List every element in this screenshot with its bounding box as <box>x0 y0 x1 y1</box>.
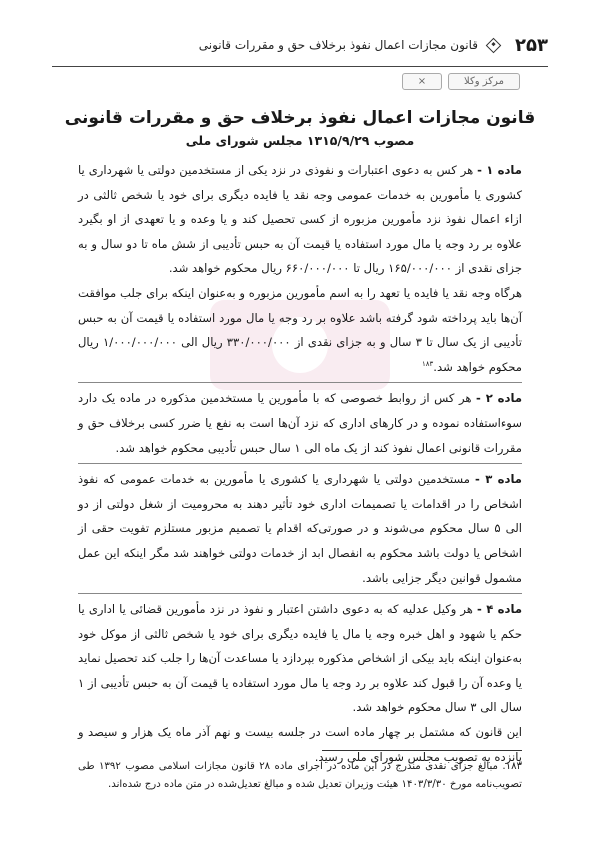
close-button[interactable]: × <box>402 73 442 90</box>
document-title: قانون مجازات اعمال نفوذ برخلاف حق و مقررات قانونی <box>64 108 536 128</box>
article-text: هر کس از روابط خصوصی که با مأمورین یا مستخدمین مذکوره در ماده یک دارد سوءاستفاده نموده و در کارهای اداری که نزد آن‌ها است به نفع یا ضرر کسی برخلاف حق و مقررات قانونی اعمال نفوذ کند از یک ماه الی ۱ سال حبس تأدیبی محکوم خواهد شد. <box>78 391 522 455</box>
diamond-ornament-icon <box>486 37 502 53</box>
article-1-paragraph-2 <box>78 281 522 379</box>
running-header <box>52 30 548 67</box>
divider <box>78 382 522 383</box>
article-label: ماده ۳ - <box>474 472 522 487</box>
article-text: هر وکیل عدلیه که به دعوی داشتن اعتبار و نفوذ در نزد مأمورین قضائی یا اداری یا حکم یا شهود و اهل خبره وجه یا مال یا فایده دیگری برای خود یا شخص ثالثی از موکل خود به‌عنوان اینکه باید بیکی از اشخاص مذکوره بپردازد یا مساعدت آن‌ها را جلب کند تحصیل نماید یا وعده آن را قبول کند علاوه بر رد وجه یا مال مورد استفاده یا قیمت آن به حبس تأدیبی از ۱ سال الی ۳ سال محکوم خواهد شد. <box>78 602 522 715</box>
footnote-reference[interactable]: ۱۸۳ <box>422 359 434 368</box>
running-title: قانون مجازات اعمال نفوذ برخلاف حق و مقررات قانونی <box>198 38 479 52</box>
article-label: ماده ۱ - <box>477 163 522 177</box>
brand-button[interactable]: مرکز وکلا <box>448 73 520 90</box>
article-text: هرگاه وجه نقد یا فایده یا تعهد را به اسم مأمورین مزبوره و به‌عنوان اینکه برای جلب موافقت آن‌ها باید پرداخته شود گرفته باشد علاوه بر رد وجه یا مال مورد استفاده یا قیمت آن به حبس تأدیبی از یک سال تا ۳ سال و به جزای نقدی از ۳۳۰/۰۰۰/۰۰۰ ریال الی ۱/۰۰۰/۰۰۰/۰۰۰ ریال محکوم خواهد شد. <box>78 285 522 374</box>
article-3 <box>78 467 522 590</box>
article-4 <box>78 597 522 720</box>
article-2 <box>78 386 522 460</box>
document-body <box>78 158 522 769</box>
divider <box>78 463 522 464</box>
footnote: ۱۸۳. مبالغ جزای نقدی مندرج در این ماده در اجرای ماده ۲۸ قانون مجازات اسلامی مصوب ۱۳۹۲ طی تصویب‌نامه مورخ ۱۴۰۳/۳/۳۰ هیئت وزیران تعدیل شده و مبالغ تعدیل‌شده در متن ماده درج شده‌اند. <box>78 761 523 790</box>
divider <box>78 593 522 594</box>
article-label: ماده ۲ - <box>476 391 522 406</box>
document-subtitle: مصوب ۱۳۱۵/۹/۲۹ مجلس شورای ملی <box>185 133 415 148</box>
article-label: ماده ۴ - <box>476 602 522 617</box>
viewer-toolbar <box>402 73 520 90</box>
article-text: مستخدمین دولتی یا شهرداری یا کشوری یا مأمورین به خدمات عمومی که نفوذ اشخاص را در اقدامات یا تصمیمات اداری خود تأثیر دهند به محرومیت از شغل دولتی از دو الی ۵ سال محکوم می‌شوند و در صورتی‌که اقدام یا تصمیم مزبور مستلزم تفویت حقی از اشخاص یا دولت باشد محکوم به انفصال ابد از خدمات دولتی خواهند شد مگر اینکه این عمل مشمول قوانین دیگر جزایی باشد. <box>78 472 522 585</box>
footnote-rule <box>322 750 522 751</box>
article-text: هر کس به دعوی اعتبارات و نفوذی در نزد یکی از مستخدمین دولتی یا شهرداری یا کشوری یا مأمورین به خدمات عمومی وجه نقد یا فایده دیگری برای خود یا شخص ثالثی در ازاء اعمال نفوذ نزد مأمورین مزبوره از کسی تحصیل کند و یا وعده و یا تعهدی از او بگیرد علاوه بر رد وجه یا مال مورد استفاده یا قیمت آن به حبس تأدیبی از شش ماه تا دو سال و به جزای نقدی از ۱۶۵/۰۰۰/۰۰۰ ریال تا ۶۶۰/۰۰۰/۰۰۰ ریال محکوم خواهد شد. <box>78 163 522 276</box>
page-number: ۲۵۳ <box>515 34 548 56</box>
article-1 <box>78 158 522 281</box>
closing-text: این قانون که مشتمل بر چهار ماده است در جلسه بیست و نهم آذر ماه یک هزار و سیصد و پانزده به تصویب مجلس شورای ملی رسید. <box>78 725 522 764</box>
